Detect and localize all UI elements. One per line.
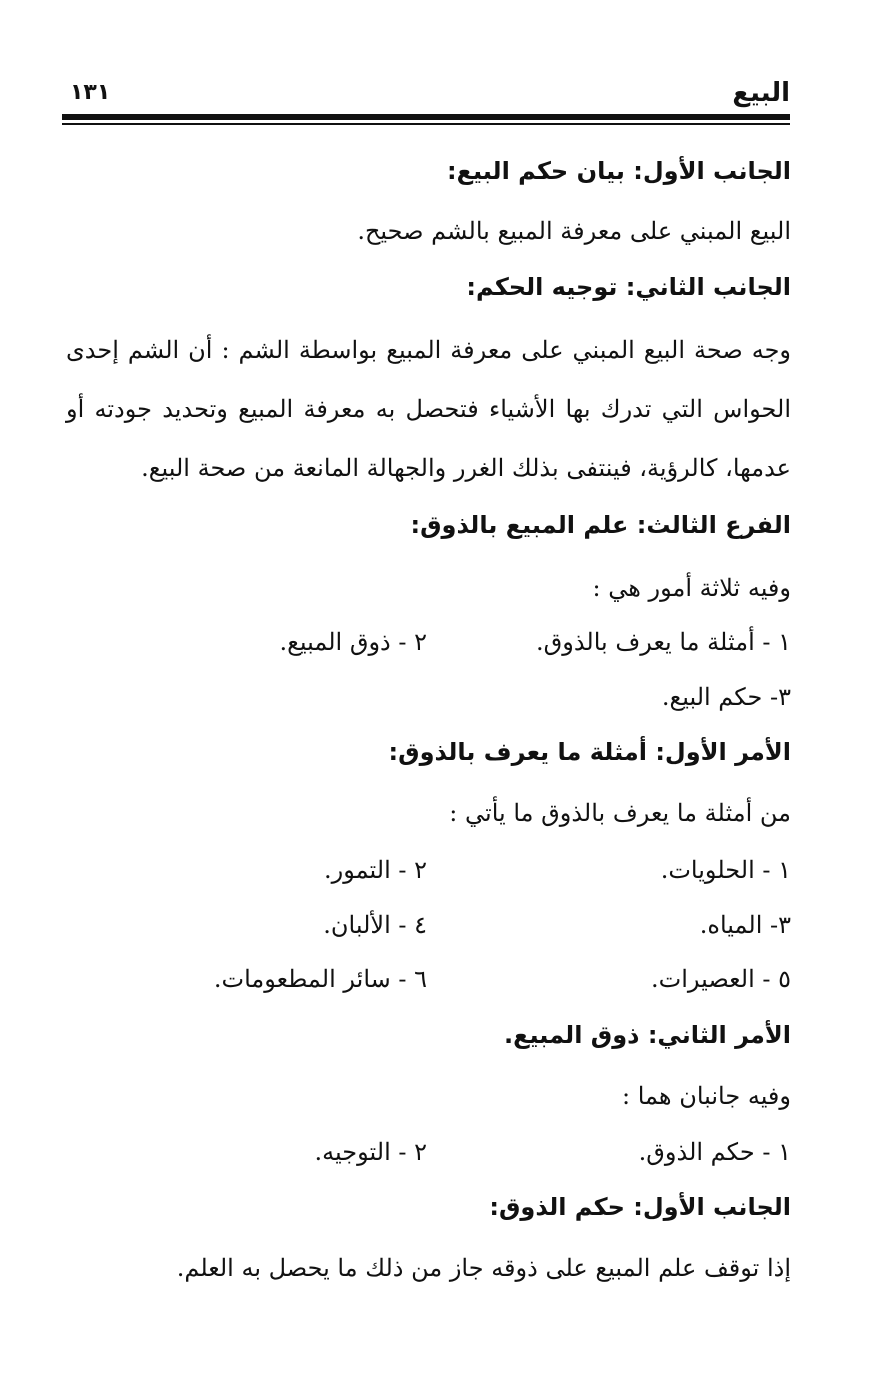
heading-second-matter: الأمر الثاني: ذوق المبيع. [503, 1021, 791, 1049]
paragraph-ruling: البيع المبني على معرفة المبيع بالشم صحيح. [357, 217, 791, 245]
heading-first-matter: الأمر الأول: أمثلة ما يعرف بالذوق: [388, 738, 791, 766]
paragraph-two-aspects: وفيه جانبان هما : [622, 1082, 791, 1110]
paragraph-justification-line-2: الحواس التي تدرك بها الأشياء فتحصل به معرفة المبيع وتحديد جودته أو [66, 395, 791, 423]
list-item: ٥ - العصيرات. [650, 965, 791, 993]
heading-third-branch: الفرع الثالث: علم المبيع بالذوق: [410, 511, 791, 539]
paragraph-tasting-ruling: إذا توقف علم المبيع على ذوقه جاز من ذلك ما يحصل به العلم. [176, 1254, 791, 1282]
list-item: ٣- المياه. [699, 911, 791, 939]
list-item: ١ - الحلويات. [660, 856, 791, 884]
paragraph-three-matters: وفيه ثلاثة أمور هي : [592, 574, 791, 602]
list-item: ٢ - ذوق المبيع. [279, 628, 427, 656]
paragraph-justification-line-3: عدمها، كالرؤية، فينتفى بذلك الغرر والجهالة المانعة من صحة البيع. [141, 454, 791, 482]
paragraph-justification-line-1: وجه صحة البيع المبني على معرفة المبيع بواسطة الشم : أن الشم إحدى [66, 336, 791, 364]
heading-first-aspect: الجانب الأول: بيان حكم البيع: [446, 157, 791, 185]
header-rule-thick [62, 114, 790, 120]
list-item: ٣- حكم البيع. [661, 683, 791, 711]
list-item: ٦ - سائر المطعومات. [213, 965, 427, 993]
running-header [62, 78, 790, 112]
running-head-title: البيع [732, 78, 790, 108]
paragraph-examples: من أمثلة ما يعرف بالذوق ما يأتي : [449, 799, 791, 827]
list-item: ٢ - التمور. [324, 856, 427, 884]
list-item: ٤ - الألبان. [323, 911, 427, 939]
header-rule-thin [62, 123, 790, 125]
heading-second-aspect: الجانب الثاني: توجيه الحكم: [466, 273, 791, 301]
heading-tasting-ruling: الجانب الأول: حكم الذوق: [489, 1193, 791, 1221]
list-item: ١ - أمثلة ما يعرف بالذوق. [535, 628, 791, 656]
page-number: ١٣١ [70, 80, 111, 105]
list-item: ٢ - التوجيه. [314, 1138, 427, 1166]
list-item: ١ - حكم الذوق. [638, 1138, 791, 1166]
